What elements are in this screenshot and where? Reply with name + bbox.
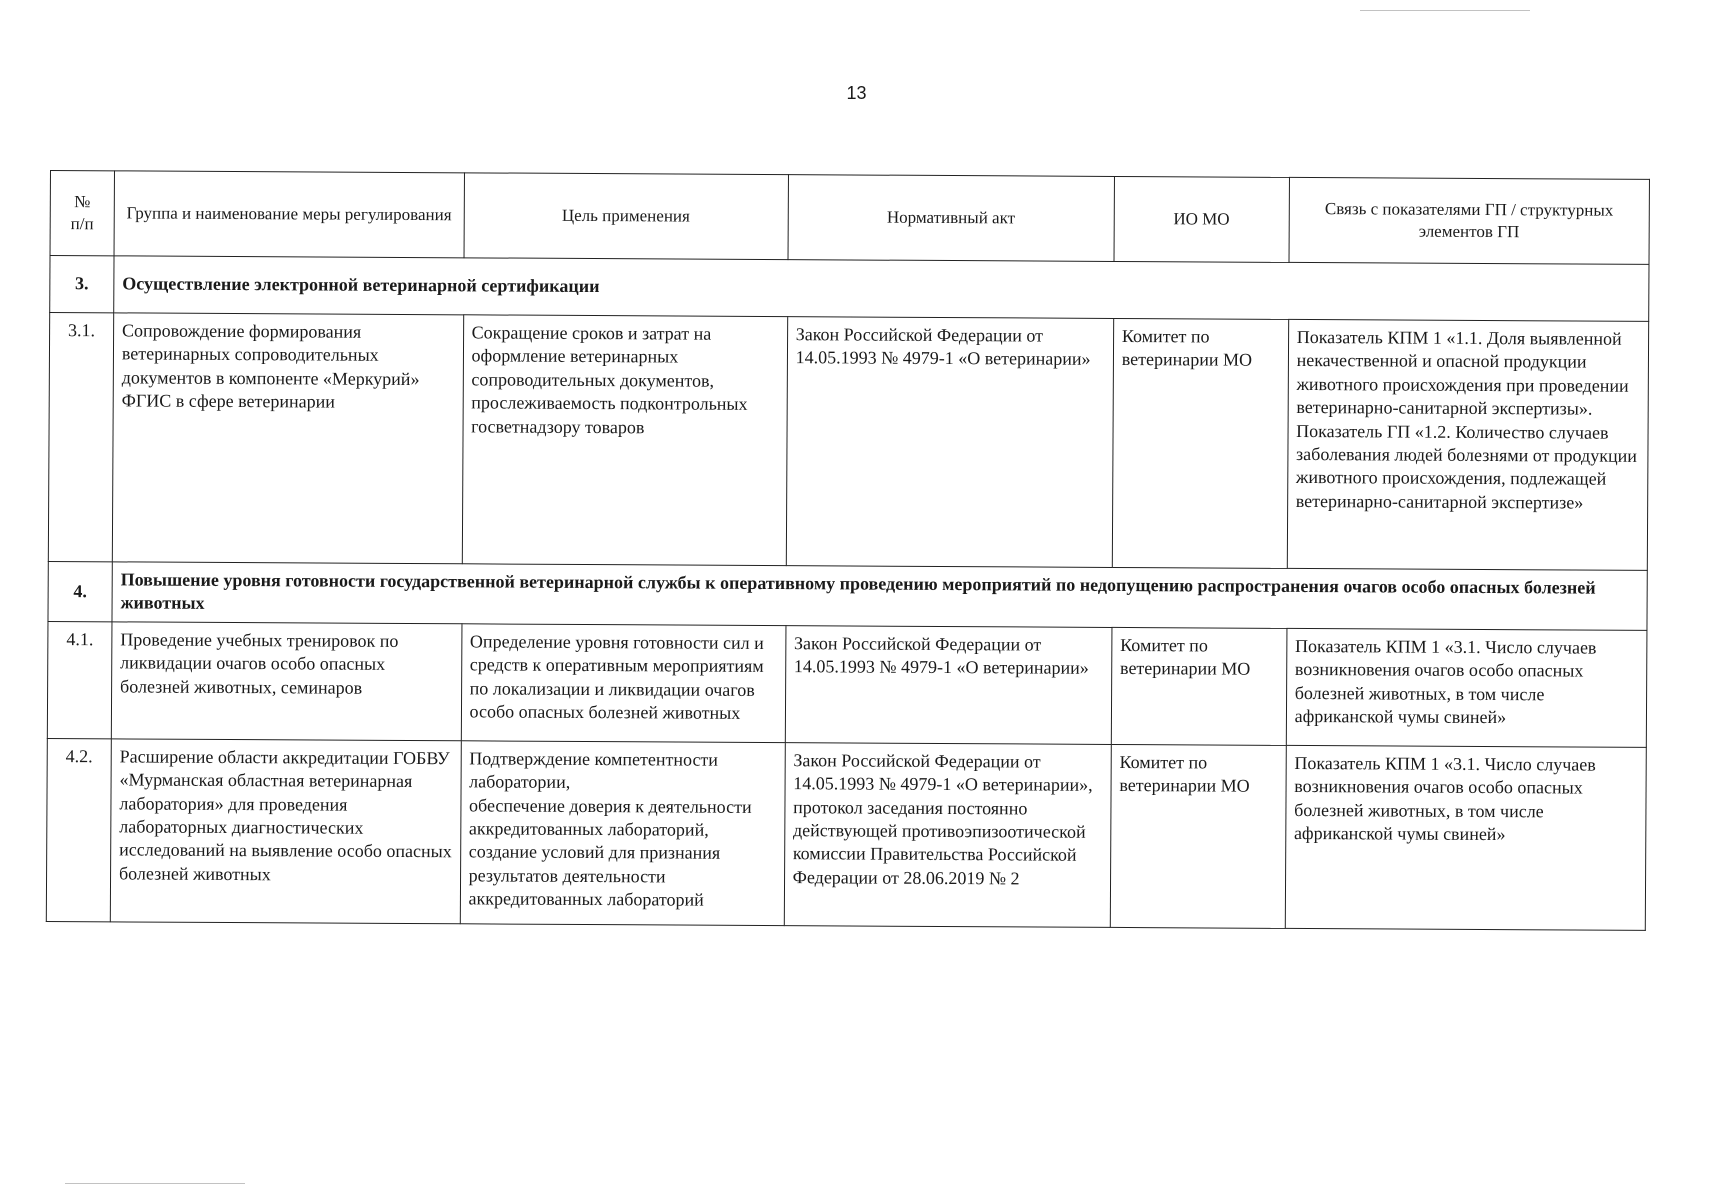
table-row [47, 621, 1647, 747]
row-number: 3.1. [48, 313, 113, 562]
header-number: № п/п [50, 171, 114, 256]
row-measure: Расширение области аккредитации ГОБВУ «Мурманская областная ветеринарная лаборатория» для проведения лабораторных диагностических исследований на выявление особо опасных болезней животных [110, 739, 461, 924]
section-number: 3. [50, 256, 114, 313]
table-header-row [50, 171, 1649, 265]
section-title: Повышение уровня готовности государственной ветеринарной службы к оперативному проведению мероприятий по недопущению распространения очагов особо опасных болезней животных [112, 562, 1647, 630]
header-measure: Группа и наименование меры регулирования [114, 171, 464, 258]
row-number: 4.2. [46, 738, 111, 921]
section-row-3 [50, 256, 1649, 322]
regulation-measures-table [46, 170, 1650, 931]
row-act: Закон Российской Федерации от 14.05.1993 № 4979-1 «О ветеринарии» [786, 317, 1114, 568]
header-io: ИО МО [1114, 176, 1289, 262]
row-goal: Сокращение сроков и затрат на оформление ветеринарных сопроводительных документов, прослеживаемость подконтрольных госветнадзору товаров [462, 315, 787, 566]
table-row [48, 313, 1648, 571]
scan-artifact-bottom [65, 1183, 245, 1184]
scan-artifact-top [1360, 10, 1530, 11]
header-goal: Цель применения [464, 173, 789, 260]
table-row [46, 738, 1646, 930]
row-link: Показатель КПМ 1 «3.1. Число случаев возникновения очагов особо опасных болезней животных, в том числе африканской чумы свиней» [1285, 745, 1646, 930]
row-goal: Определение уровня готовности сил и средств к оперативным мероприятиям по локализации и ликвидации очагов особо опасных болезней животных [461, 624, 786, 743]
row-act: Закон Российской Федерации от 14.05.1993 № 4979-1 «О ветеринарии», протокол заседания постоянно действующей противоэпизоотической комиссии Правительства Российской Федерации от 28.06.2019 № 2 [784, 742, 1111, 927]
header-link: Связь с показателями ГП / структурных элементов ГП [1289, 177, 1650, 264]
row-link: Показатель КПМ 1 «1.1. Доля выявленной некачественной и опасной продукции животного происхождения при проведении ветеринарно-санитарной экспертизы». Показатель ГП «1.2. Количество случаев заболевания людей болезнями от продукции животного происхождения, подлежащей ветеринарно-санитарной экспертизе» [1287, 319, 1649, 570]
regulation-table-wrapper [46, 170, 1650, 931]
page-number: 13 [846, 83, 867, 103]
section-number: 4. [48, 561, 112, 621]
row-measure: Сопровождение формирования ветеринарных сопроводительных документов в компоненте «Меркурий» ФГИС в сфере ветеринарии [112, 313, 463, 564]
row-io: Комитет по ветеринарии МО [1112, 318, 1288, 568]
row-measure: Проведение учебных тренировок по ликвидации очагов особо опасных болезней животных, семинаров [111, 622, 461, 741]
row-link: Показатель КПМ 1 «3.1. Число случаев возникновения очагов особо опасных болезней животных, в том числе африканской чумы свиней» [1286, 628, 1647, 747]
row-goal: Подтверждение компетентности лаборатории, обеспечение доверия к деятельности аккредитованных лабораторий, создание условий для признания результатов деятельности аккредитованных лабораторий [460, 741, 785, 926]
row-act: Закон Российской Федерации от 14.05.1993 № 4979-1 «О ветеринарии» [785, 625, 1112, 744]
row-io: Комитет по ветеринарии МО [1111, 627, 1286, 745]
section-title: Осуществление электронной ветеринарной сертификации [114, 256, 1649, 322]
row-number: 4.1. [47, 621, 112, 738]
row-io: Комитет по ветеринарии МО [1110, 744, 1286, 928]
header-act: Нормативный акт [788, 175, 1115, 262]
section-row-4 [48, 561, 1647, 630]
